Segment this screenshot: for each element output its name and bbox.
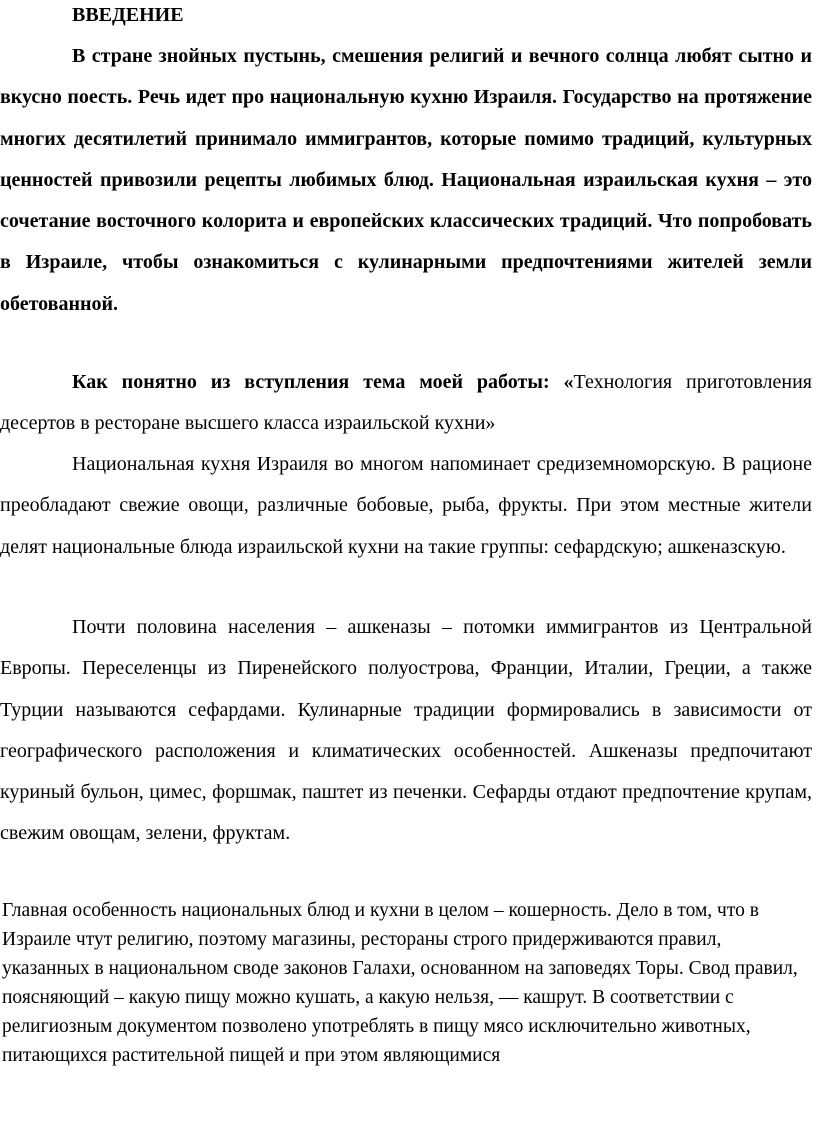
intro-paragraph: В стране знойных пустынь, смешения религий и вечного солнца любят сытно и вкусно поесть. Речь идет про национальную кухню Израиля. Государство на протяжение многих десятилетий принимало иммигрантов, которые помимо традиций, культурных ценностей привозили рецепты любимых блюд. Национальная израильская кухня – это сочетание восточного колорита и европейских классических традиций. Что попробовать в Израиле, чтобы ознакомиться с кулинарными предпочтениями жителей земли обетованной.	[0, 45, 812, 315]
cuisine-paragraph: Национальная кухня Израиля во многом напоминает средиземноморскую. В рационе преобладают свежие овощи, различные бобовые, рыба, фрукты. При этом местные жители делят национальные блюда израильской кухни на такие группы: сефардскую; ашкеназскую.	[0, 453, 812, 558]
topic-lead-text: Как понятно из вступления тема моей работы: «	[72, 371, 574, 393]
topic-paragraph	[0, 362, 812, 445]
kosher-paragraph: Главная особенность национальных блюд и кухни в целом – кошерность. Дело в том, что в Израиле чтут религию, поэтому магазины, рестораны строго придерживаются правил, указанных в национальном своде законов Галахи, основанном на заповедях Торы. Свод правил, поясняющий – какую пищу можно кушать, а какую нельзя, — кашрут. В соответствии с религиозным документом позволено употреблять в пищу мясо исключительно животных, питающихся растительной пищей и при этом являющимися	[2, 900, 798, 1066]
topic-title-text: Технология приготовления десертов в ресторане высшего класса израильской кухни»	[0, 371, 813, 435]
communities-paragraph: Почти половина населения – ашкеназы – потомки иммигрантов из Центральной Европы. Переселенцы из Пиренейского полуострова, Франции, Италии, Греции, а также Турции называются сефардами. Кулинарные традиции формировались в зависимости от географического расположения и климатических особенностей. Ашкеназы предпочитают куриный бульон, цимес, форшмак, паштет из печенки. Сефарды отдают предпочтение крупам, свежим овощам, зелени, фруктам.	[0, 616, 812, 845]
document-heading: ВВЕДЕНИЕ	[72, 4, 184, 26]
